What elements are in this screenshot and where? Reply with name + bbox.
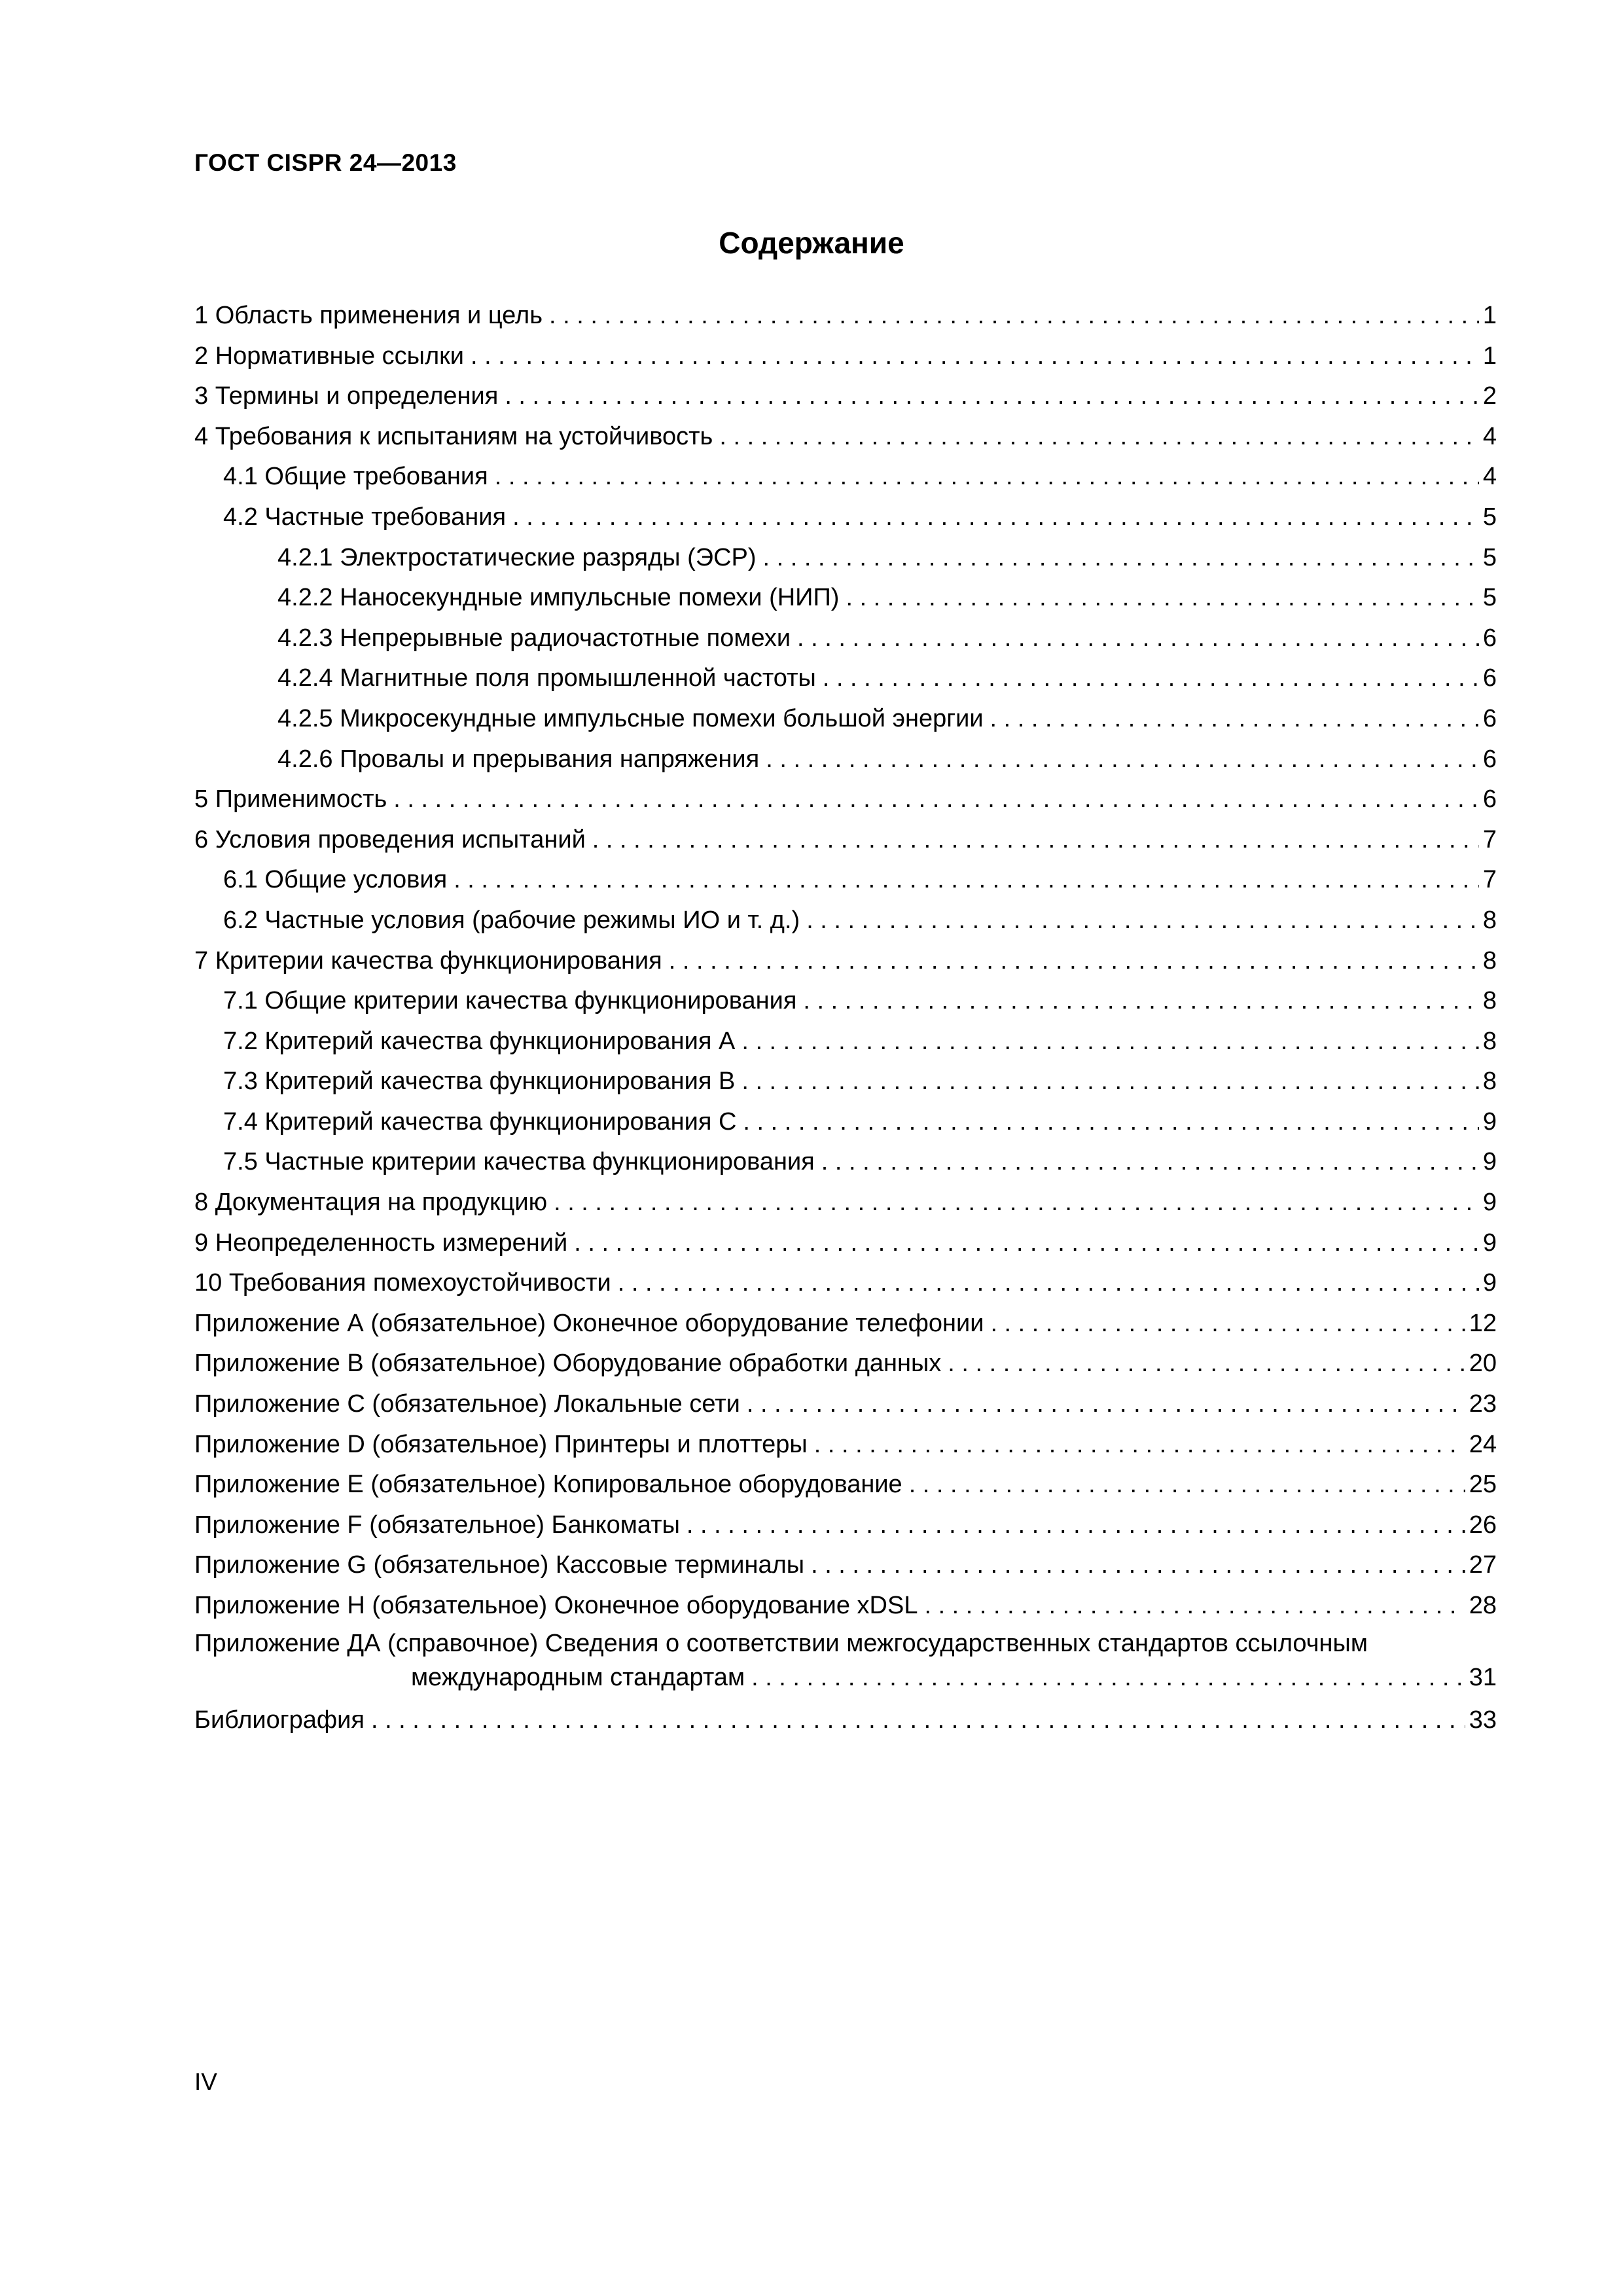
toc-entry-label-continued: международным стандартам	[411, 1663, 745, 1691]
toc-entry-label: 4.2 Частные требования	[223, 503, 507, 531]
toc-leader-dots	[505, 376, 1479, 417]
toc-entry[interactable]	[194, 941, 1497, 982]
toc-entry-page: 8	[1482, 1067, 1497, 1096]
toc-leader-dots	[763, 538, 1479, 579]
toc-entry-label: 3 Термины и определения	[194, 382, 499, 410]
toc-entry[interactable]	[194, 1626, 1497, 1701]
toc-entry-page: 5	[1482, 503, 1497, 531]
toc-leader-dots	[846, 578, 1478, 619]
toc-entry-page: 9	[1482, 1189, 1497, 1217]
toc-entry-page: 12	[1469, 1309, 1497, 1337]
toc-entry-label: 4.2.6 Провалы и прерывания напряжения	[277, 745, 760, 773]
toc-title: Содержание	[719, 226, 904, 260]
toc-entry[interactable]	[194, 901, 1497, 941]
toc-entry-label: 4.1 Общие требования	[223, 463, 488, 491]
toc-entry-page: 6	[1482, 785, 1497, 814]
toc-entry-page: 23	[1469, 1390, 1497, 1418]
toc-leader-dots	[549, 296, 1479, 336]
toc-entry[interactable]	[194, 1465, 1497, 1505]
toc-entry[interactable]	[194, 1304, 1497, 1344]
toc-entry[interactable]	[194, 578, 1497, 619]
toc-entry-label: Приложение С (обязательное) Локальные сети	[194, 1390, 740, 1418]
toc-entry[interactable]	[194, 1586, 1497, 1626]
toc-entry[interactable]	[194, 1142, 1497, 1183]
toc-leader-dots	[741, 1062, 1479, 1102]
toc-entry-page: 6	[1482, 704, 1497, 732]
toc-entry[interactable]	[194, 296, 1497, 336]
toc-entry-label: 7.5 Частные критерии качества функционирования	[223, 1148, 815, 1176]
toc-entry[interactable]	[194, 699, 1497, 740]
toc-leader-dots	[574, 1223, 1479, 1264]
toc-entry-label: Библиография	[194, 1706, 365, 1734]
toc-leader-dots	[814, 1425, 1465, 1465]
toc-leader-dots	[512, 497, 1479, 538]
toc-leader-dots	[669, 941, 1479, 982]
toc-leader-dots	[806, 901, 1479, 941]
toc-leader-dots	[909, 1465, 1465, 1505]
toc-leader-dots	[990, 1304, 1465, 1344]
toc-entry[interactable]	[194, 740, 1497, 780]
toc-entry-label: 4.2.2 Наносекундные импульсные помехи (НИП)	[277, 584, 840, 612]
toc-entry-page: 33	[1469, 1706, 1497, 1734]
toc-entry[interactable]	[194, 376, 1497, 417]
toc-entry-label: Приложение G (обязательное) Кассовые терминалы	[194, 1551, 805, 1579]
toc-leader-dots	[747, 1384, 1465, 1425]
toc-entry[interactable]	[194, 780, 1497, 820]
toc-entry-page: 8	[1482, 946, 1497, 975]
toc-entry-page: 25	[1469, 1471, 1497, 1499]
toc-leader-dots	[743, 1102, 1478, 1143]
toc-entry[interactable]	[194, 1545, 1497, 1586]
toc-leader-dots	[821, 1142, 1479, 1183]
toc-entry-label: 1 Область применения и цель	[194, 302, 543, 329]
toc-entry-label: Приложение Н (обязательное) Оконечное оборудование xDSL	[194, 1592, 918, 1619]
toc-entry-page: 1	[1482, 302, 1497, 329]
toc-leader-dots	[797, 619, 1479, 659]
toc-entry[interactable]	[194, 538, 1497, 579]
toc-entry-label: Приложение Е (обязательное) Копировальное оборудование	[194, 1471, 902, 1499]
toc-entry-page: 1	[1482, 342, 1497, 370]
toc-entry[interactable]	[194, 619, 1497, 659]
toc-entry-label: 9 Неопределенность измерений	[194, 1229, 568, 1257]
toc-leader-dots	[454, 860, 1479, 901]
toc-entry-page: 6	[1482, 745, 1497, 773]
toc-entry[interactable]	[194, 1223, 1497, 1264]
toc-entry-label: Приложение F (обязательное) Банкоматы	[194, 1511, 680, 1539]
toc-entry[interactable]	[194, 1700, 1497, 1741]
toc-entry[interactable]	[194, 1344, 1497, 1384]
toc-entry-label: 7.2 Критерий качества функционирования А	[223, 1027, 736, 1055]
toc-leader-dots	[719, 417, 1479, 457]
page-number: IV	[194, 2068, 217, 2095]
toc-entry[interactable]	[194, 1102, 1497, 1143]
toc-entry-label: 7 Критерии качества функционирования	[194, 946, 662, 975]
toc-entry-page: 9	[1482, 1107, 1497, 1136]
toc-entry[interactable]	[194, 1022, 1497, 1062]
toc-entry-label: 4.2.5 Микросекундные импульсные помехи большой энергии	[277, 704, 984, 732]
toc-leader-dots	[924, 1586, 1465, 1626]
toc-entry-label: 7.1 Общие критерии качества функционирования	[223, 987, 797, 1015]
toc-entry-label: Приложение В (обязательное) Оборудование обработки данных	[194, 1350, 942, 1378]
toc-entry[interactable]	[194, 981, 1497, 1022]
toc-entry-label: 2 Нормативные ссылки	[194, 342, 464, 370]
toc-leader-dots	[803, 981, 1478, 1022]
toc-entry-label: 4.2.1 Электростатические разряды (ЭСР)	[277, 543, 757, 571]
toc-entry[interactable]	[194, 457, 1497, 497]
toc-leader-dots	[471, 336, 1479, 377]
toc-entry-label: 4 Требования к испытаниям на устойчивость	[194, 422, 713, 450]
table-of-contents	[194, 296, 1497, 1741]
toc-entry[interactable]	[194, 1183, 1497, 1223]
toc-entry[interactable]	[194, 860, 1497, 901]
toc-entry-page: 20	[1469, 1350, 1497, 1378]
toc-entry-page: 24	[1469, 1430, 1497, 1458]
toc-entry-page: 2	[1482, 382, 1497, 410]
toc-entry[interactable]	[194, 1263, 1497, 1304]
toc-entry-label: 10 Требования помехоустойчивости	[194, 1269, 611, 1297]
toc-entry-label: 5 Применимость	[194, 785, 387, 814]
toc-leader-dots	[618, 1263, 1479, 1304]
toc-entry-label: 6.2 Частные условия (рабочие режимы ИО и т. д.)	[223, 906, 800, 934]
toc-entry-page: 27	[1469, 1551, 1497, 1579]
toc-entry-label: Приложение А (обязательное) Оконечное оборудование телефонии	[194, 1309, 984, 1337]
toc-entry[interactable]	[194, 658, 1497, 699]
toc-leader-dots	[687, 1505, 1465, 1546]
toc-leader-dots	[371, 1700, 1465, 1741]
toc-entry-label: 7.4 Критерий качества функционирования С	[223, 1107, 737, 1136]
toc-entry[interactable]	[194, 1505, 1497, 1546]
toc-entry-label: Приложение ДА (справочное) Сведения о соответствии межгосударственных стандартов ссылочным	[194, 1629, 1368, 1657]
toc-entry-page: 26	[1469, 1511, 1497, 1539]
toc-entry-page: 9	[1482, 1229, 1497, 1257]
document-code: ГОСТ CISPR 24—2013	[194, 149, 457, 176]
toc-leader-dots	[495, 457, 1479, 497]
toc-entry-label: 6.1 Общие условия	[223, 866, 448, 894]
toc-entry-label: 4.2.3 Непрерывные радиочастотные помехи	[277, 624, 791, 652]
toc-entry[interactable]	[194, 1425, 1497, 1465]
toc-entry-page: 8	[1482, 906, 1497, 934]
toc-entry-page: 28	[1469, 1592, 1497, 1619]
toc-entry-page: 9	[1482, 1269, 1497, 1297]
toc-entry[interactable]	[194, 497, 1497, 538]
toc-entry-page: 9	[1482, 1148, 1497, 1176]
toc-leader-dots	[393, 780, 1479, 820]
toc-entry-label: 8 Документация на продукцию	[194, 1189, 548, 1217]
toc-entry-page: 8	[1482, 1027, 1497, 1055]
toc-leader-dots	[823, 658, 1479, 699]
toc-entry-page: 6	[1482, 624, 1497, 652]
toc-entry-page: 4	[1482, 463, 1497, 491]
toc-leader-dots	[592, 820, 1479, 861]
toc-leader-dots	[554, 1183, 1479, 1223]
toc-entry-page: 31	[1469, 1663, 1497, 1691]
toc-entry[interactable]	[194, 820, 1497, 861]
toc-entry-page: 7	[1482, 866, 1497, 894]
toc-entry-label: 7.3 Критерий качества функционирования В	[223, 1067, 736, 1096]
toc-entry[interactable]	[194, 336, 1497, 377]
toc-leader-dots	[990, 699, 1479, 740]
toc-entry-page: 5	[1482, 543, 1497, 571]
toc-entry-label: Приложение D (обязательное) Принтеры и плоттеры	[194, 1430, 808, 1458]
toc-leader-dots	[766, 740, 1479, 780]
toc-entry-page: 7	[1482, 825, 1497, 853]
toc-entry[interactable]	[194, 1062, 1497, 1102]
toc-entry-page: 4	[1482, 422, 1497, 450]
toc-entry-page: 6	[1482, 664, 1497, 692]
toc-leader-dots	[811, 1545, 1465, 1586]
toc-entry[interactable]	[194, 1384, 1497, 1425]
toc-entry[interactable]	[194, 417, 1497, 457]
toc-leader-dots	[741, 1022, 1479, 1062]
toc-entry-label: 4.2.4 Магнитные поля промышленной частоты	[277, 664, 816, 692]
toc-entry-page: 8	[1482, 987, 1497, 1015]
toc-entry-page: 5	[1482, 584, 1497, 612]
toc-leader-dots	[751, 1660, 1465, 1695]
toc-leader-dots	[948, 1344, 1465, 1384]
toc-entry-label: 6 Условия проведения испытаний	[194, 825, 586, 853]
